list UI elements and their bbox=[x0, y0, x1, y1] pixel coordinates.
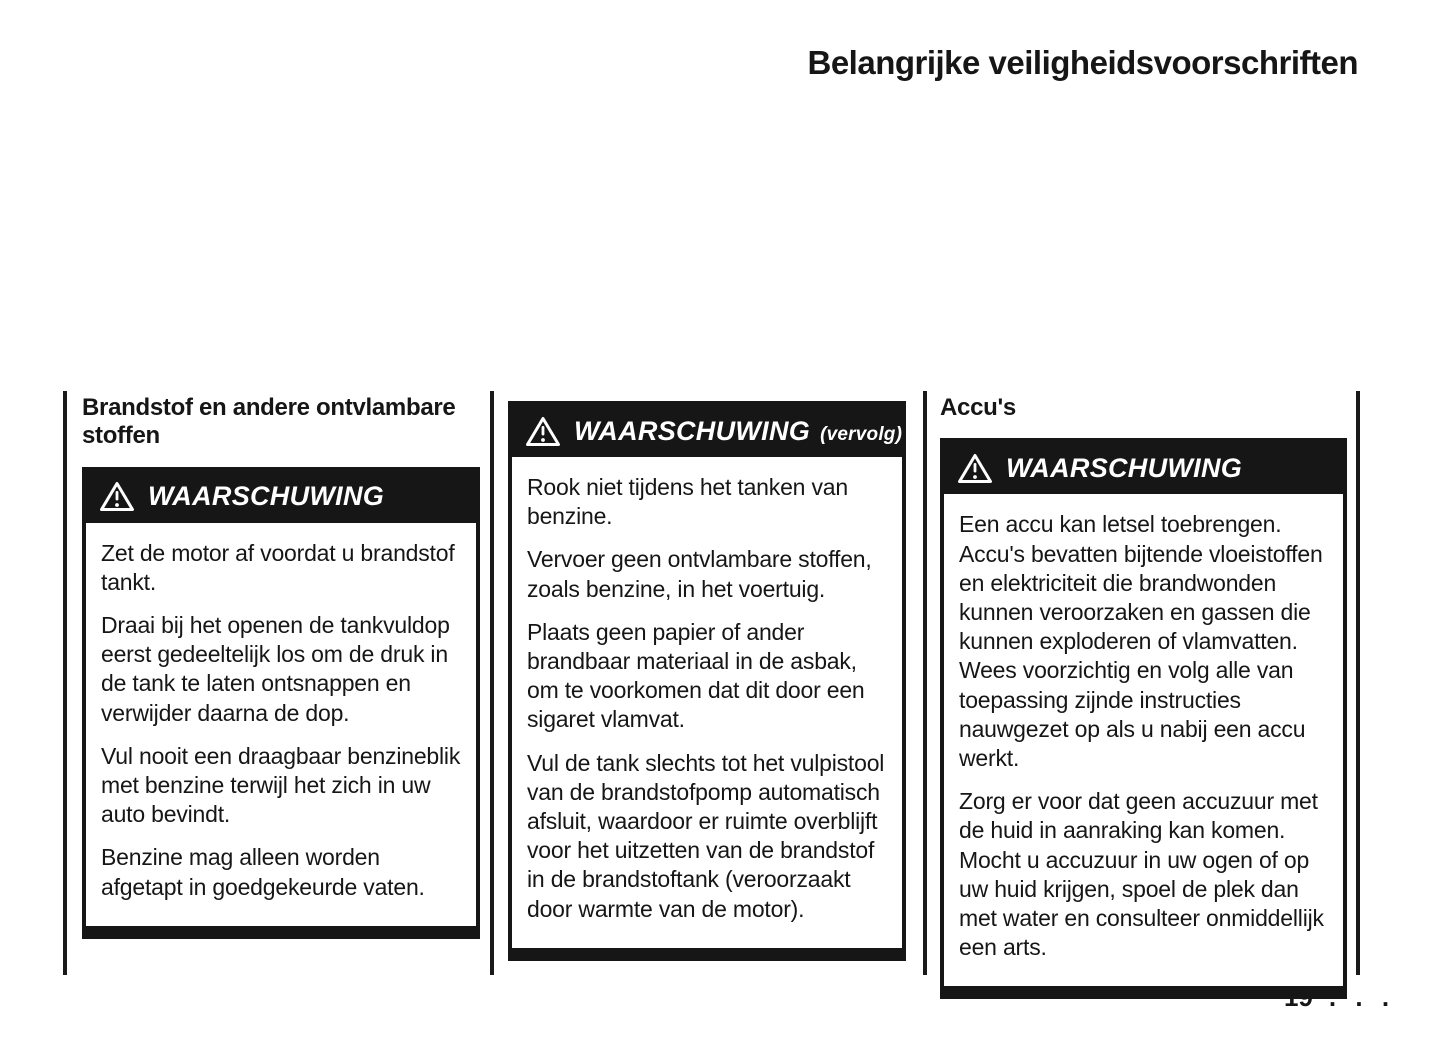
warning-triangle-icon bbox=[99, 481, 135, 512]
column-fuel-continued bbox=[508, 394, 906, 961]
warning-label: WAARSCHUWING bbox=[1006, 452, 1243, 483]
warning-paragraph: Zorg er voor dat geen accuzuur met de huid in aanraking kan komen. Mocht u accuzuur in uw ogen of op uw huid krijgen, spoel de plek dan met water en consulteer onmiddellijk een arts. bbox=[959, 788, 1324, 961]
warning-paragraph: Zet de motor af voordat u brandstof tankt. bbox=[101, 539, 455, 595]
warning-paragraph: Benzine mag alleen worden afgetapt in goedgekeurde vaten. bbox=[101, 844, 425, 900]
page-number-dots: . . . bbox=[1328, 982, 1396, 1012]
warning-header bbox=[86, 471, 476, 523]
page-number: 19 bbox=[1284, 982, 1313, 1012]
warning-paragraph: Vervoer geen ontvlambare stoffen, zoals benzine, in het voertuig. bbox=[527, 546, 872, 602]
warning-box-batteries bbox=[940, 438, 1347, 999]
warning-body bbox=[944, 494, 1343, 986]
section-heading-fuel: Brandstof en andere ontvlambare stoffen bbox=[82, 394, 456, 450]
warning-body bbox=[86, 523, 476, 926]
page-title: Belangrijke veiligheidsvoorschriften bbox=[807, 44, 1358, 81]
column-fuel bbox=[82, 394, 480, 939]
warning-triangle-icon bbox=[525, 416, 561, 447]
warning-paragraph: Een accu kan letsel toebrengen. Accu's bevatten bijtende vloeistoffen en elektriciteit die brandwonden kunnen veroorzaken en gassen die kunnen exploderen of vlamvatten. Wees voorzichtig en volg alle van toepassing zijnde instructies nauwgezet op als u nabij een accu werkt. bbox=[959, 511, 1323, 771]
page-footer bbox=[1284, 982, 1395, 1013]
warning-paragraph: Rook niet tijdens het tanken van benzine. bbox=[527, 474, 848, 530]
warning-header bbox=[512, 405, 902, 457]
warning-paragraph: Vul de tank slechts tot het vulpistool van de brandstofpomp automatisch afsluit, waardoor er ruimte overblijft voor het uitzetten van de brandstof in de brandstoftank (veroorzaakt door warmte van de motor). bbox=[527, 749, 885, 922]
warning-box-fuel bbox=[82, 467, 480, 939]
column-batteries bbox=[940, 394, 1347, 999]
warning-box-fuel-continued bbox=[508, 401, 906, 961]
warning-label: WAARSCHUWING bbox=[148, 481, 385, 512]
column-divider-right bbox=[1356, 391, 1360, 975]
warning-paragraph: Vul nooit een draagbaar benzineblik met benzine terwijl het zich in uw auto bevindt. bbox=[101, 742, 461, 828]
warning-header-text bbox=[574, 416, 902, 447]
warning-paragraph: Draai bij het openen de tankvuldop eerst gedeeltelijk los om de druk in de tank te laten ontsnappen en verwijder daarna de dop. bbox=[101, 612, 450, 726]
warning-header bbox=[944, 442, 1343, 494]
column-divider-1 bbox=[490, 391, 494, 975]
warning-continued-label: (vervolg) bbox=[820, 423, 903, 445]
warning-body bbox=[512, 457, 902, 948]
section-heading-batteries: Accu's bbox=[940, 394, 1016, 421]
column-divider-left bbox=[63, 391, 67, 975]
warning-header-text bbox=[1006, 453, 1242, 484]
column-divider-2 bbox=[923, 391, 927, 975]
warning-header-text bbox=[148, 481, 384, 512]
warning-paragraph: Plaats geen papier of ander brandbaar materiaal in de asbak, om te voorkomen dat dit door een sigaret vlamvat. bbox=[527, 618, 865, 733]
warning-label: WAARSCHUWING bbox=[574, 415, 811, 446]
warning-triangle-icon bbox=[957, 453, 993, 484]
